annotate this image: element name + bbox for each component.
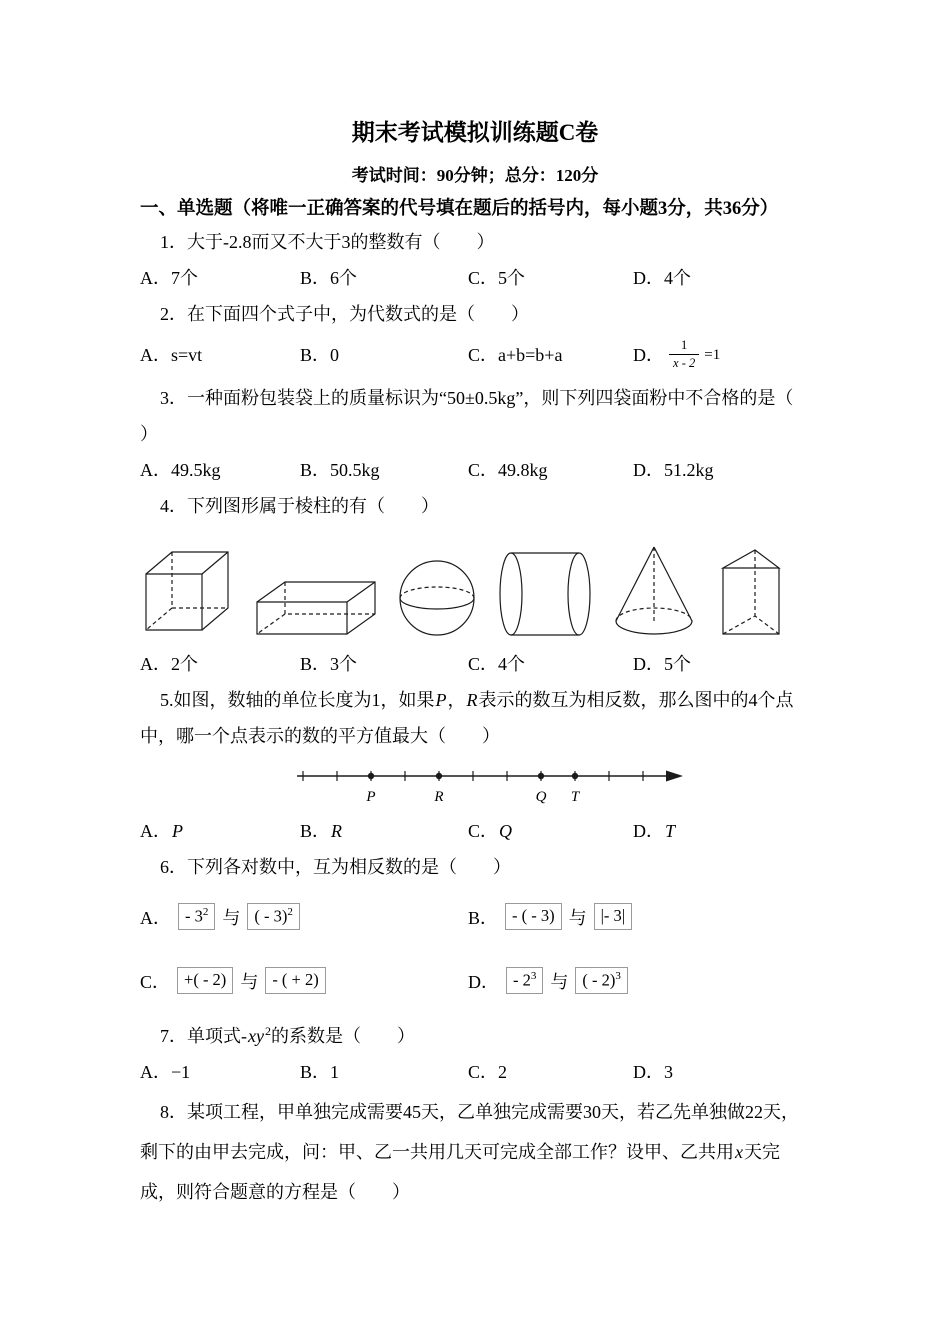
option-c: C．49.8kg [468, 459, 548, 480]
option-b [468, 903, 632, 930]
option-c: C．4个 [468, 653, 526, 674]
option-a: A．49.5kg [140, 459, 221, 480]
question-7-options [140, 1054, 810, 1090]
point-label-Q: Q [535, 788, 547, 805]
option-letter: Q [499, 820, 513, 841]
option-b: B．50.5kg [300, 459, 380, 480]
option-a [140, 903, 468, 930]
var-R: R [466, 689, 478, 710]
option-label: B． [300, 820, 331, 841]
option-c [468, 813, 633, 849]
point-label-P: P [366, 788, 376, 805]
option-d-label: D． [633, 344, 664, 365]
page-title: 期末考试模拟训练题C卷 [351, 120, 599, 145]
text-run: 5.如图，数轴的单位长度为1，如果 [160, 689, 435, 710]
var-P: P [435, 689, 447, 710]
question-2-text: 2．在下面四个式子中，为代数式的是（ ） [160, 303, 529, 324]
text-run: 8．某项工程，甲单独完成需要45天，乙单独完成需要30天，若乙先单独做22天， [160, 1101, 799, 1122]
option-d [633, 337, 810, 373]
fraction-numerator: 1 [681, 338, 688, 353]
equation: ( - 3)$^2$ [247, 903, 299, 930]
question-8 [140, 1092, 810, 1212]
section-heading: 一、单选题（将唯一正确答案的代号填在题后的括号内，每小题3分，共36分） [140, 198, 779, 219]
equation: - $2^3$ [506, 967, 543, 994]
option-d [633, 813, 810, 849]
sphere-shape [397, 558, 477, 638]
question-6-options-row-2 [140, 949, 810, 1013]
fraction-denominator: x - 2 [669, 354, 699, 371]
option-label: B． [468, 907, 499, 928]
var-x: x [735, 1141, 743, 1162]
text-run: 天完 [744, 1141, 780, 1162]
prism-shape [715, 536, 787, 638]
var-xy: xy [248, 1025, 264, 1046]
equation: - ( - 3) [505, 903, 562, 930]
option-a: A．2个 [140, 653, 198, 674]
option-d: D．3 [633, 1061, 673, 1082]
question-6 [140, 849, 810, 1013]
question-2 [140, 296, 810, 373]
option-d [468, 967, 628, 994]
question-5-text [140, 682, 810, 754]
point-label-T: T [570, 788, 580, 805]
option-d: D．5个 [633, 653, 691, 674]
question-8-text [140, 1092, 810, 1212]
question-6-options-row-1 [140, 885, 810, 949]
point-label-R: R [434, 788, 444, 805]
option-d: D．4个 [633, 267, 691, 288]
question-5 [140, 682, 810, 849]
option-a: A．7个 [140, 267, 198, 288]
conjunction: 与 [550, 971, 569, 992]
equation: |- 3| [594, 903, 632, 930]
option-a [140, 813, 300, 849]
text-run: ， [447, 689, 466, 710]
cone-shape [613, 543, 695, 638]
option-label: C． [140, 971, 171, 992]
question-1-text: 1．大于-2.8而又不大于3的整数有（ ） [160, 231, 495, 252]
question-3-options [140, 452, 810, 488]
cylinder-shape [497, 550, 593, 638]
option-a: A．s=vt [140, 344, 203, 365]
equation: ( - 2)$^3$ [575, 967, 627, 994]
equation: - ( + 2) [265, 967, 325, 994]
option-a: A．−1 [140, 1061, 191, 1082]
option-d: D．51.2kg [633, 459, 714, 480]
option-label: A． [140, 907, 171, 928]
question-1-options [140, 260, 810, 296]
option-b: B．3个 [300, 653, 358, 674]
exam-meta: 考试时间：90分钟；总分：120分 [351, 165, 599, 185]
number-line [295, 758, 685, 806]
text-run: 中，哪一个点表示的数的平方值最大（ ） [140, 725, 500, 746]
question-7-text [140, 1013, 810, 1054]
fraction [669, 338, 699, 371]
option-b: B．0 [300, 344, 340, 365]
option-d-suffix: =1 [704, 346, 721, 363]
option-label: A． [140, 820, 171, 841]
text-run: 剩下的由甲去完成，问：甲、乙一共用几天可完成全部工作？设甲、乙共用 [140, 1141, 734, 1162]
conjunction: 与 [568, 907, 587, 928]
option-letter: R [331, 820, 343, 841]
equation: +( - 2) [177, 967, 233, 994]
question-1 [140, 224, 810, 296]
text-run: 成，则符合题意的方程是（ ） [140, 1181, 410, 1202]
question-7 [140, 1013, 810, 1090]
conjunction: 与 [222, 907, 241, 928]
conjunction: 与 [240, 971, 259, 992]
option-label: D． [633, 820, 664, 841]
question-4-options [140, 646, 810, 682]
text-run: 3．一种面粉包装袋上的质量标识为“50±0.5kg”，则下列四袋面粉中不合格的是（ [160, 387, 794, 408]
text-run: 表示的数互为相反数，那么图中的4个点 [478, 689, 794, 710]
text-run: 的系数是（ ） [270, 1025, 415, 1046]
question-3-text [140, 380, 810, 452]
option-c: C．2 [468, 1061, 508, 1082]
option-c: C．a+b=b+a [468, 344, 563, 365]
option-c: C．5个 [468, 267, 526, 288]
option-label: C． [468, 820, 499, 841]
option-c [140, 967, 468, 994]
text-run: ） [140, 423, 158, 444]
question-2-options [140, 337, 810, 373]
cuboid-shape [255, 578, 377, 638]
question-4-text: 4．下列图形属于棱柱的有（ ） [160, 495, 439, 516]
option-letter: P [172, 820, 183, 841]
option-b: B．1 [300, 1061, 340, 1082]
cube-shape [140, 546, 235, 638]
question-3 [140, 380, 810, 488]
question-5-options [140, 813, 810, 849]
solid-figures-row [140, 536, 810, 638]
question-4 [140, 488, 810, 682]
option-b [300, 813, 468, 849]
exponent: 2 [264, 1023, 271, 1038]
option-label: D． [468, 971, 499, 992]
equation: - $3^2$ [178, 903, 215, 930]
text-run: 7．单项式- [160, 1025, 247, 1046]
option-letter: T [665, 820, 676, 841]
question-6-text: 6．下列各对数中，互为相反数的是（ ） [160, 856, 511, 877]
number-line-figure [295, 758, 810, 811]
option-b: B．6个 [300, 267, 358, 288]
